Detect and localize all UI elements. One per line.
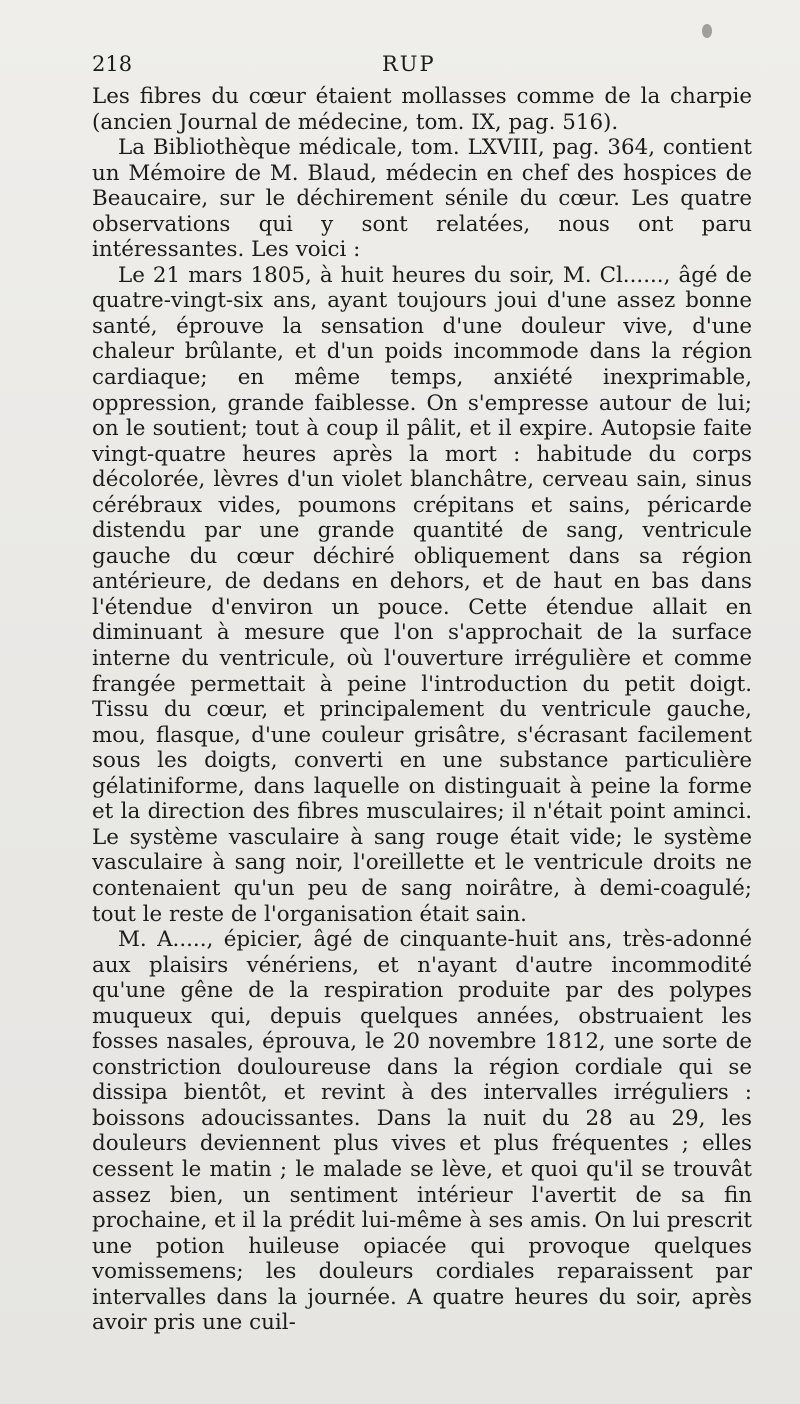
paragraph: Le 21 mars 1805, à huit heures du soir, M. Cl......, âgé de quatre-vingt-six ans, ayant toujours joui d'une assez bonne santé, éprouve la sensation d'une douleur vive, d'une chaleur brûlante, et d'un poids incommode dans la région cardiaque; en même temps, anxiété inexprimable, oppression, grande faiblesse. On s'empresse autour de lui; on le soutient; tout à coup il pâlit, et il expire. Autopsie faite vingt-quatre heures après la mort : habitude du corps décolorée, lèvres d'un violet blanchâtre, cerveau sain, sinus cérébraux vides, poumons crépitans et sains, péricarde distendu par une grande quantité de sang, ventricule gauche du cœur déchiré obliquement dans sa région antérieure, de dedans en dehors, et de haut en bas dans l'étendue d'environ un pouce. Cette étendue allait en diminuant à mesure que l'on s'approchait de la surface interne du ventricule, où l'ouverture irrégulière et comme frangée permettait à peine l'introduction du petit doigt. Tissu du cœur, et principalement du ventricule gauche, mou, flasque, d'une couleur grisâtre, s'écrasant facilement sous les doigts, converti en une substance particulière gélatiniforme, dans laquelle on distinguait à peine la forme et la direction des fibres musculaires; il n'était point aminci. Le système vasculaire à sang rouge était vide; le système vasculaire à sang noir, l'oreillette et le ventricule droits ne contenaient qu'un peu de sang noirâtre, à demi-coagulé; tout le reste de l'organisation était sain.	[92, 262, 752, 927]
page-number: 218	[92, 52, 133, 76]
body-text	[92, 84, 752, 1336]
running-head: RUP	[382, 52, 436, 76]
paragraph: La Bibliothèque médicale, tom. LXVIII, pag. 364, contient un Mémoire de M. Blaud, médecin en chef des hospices de Beaucaire, sur le déchirement sénile du cœur. Les quatre observations qui y sont relatées, nous ont paru intéressantes. Les voici :	[92, 135, 752, 263]
page-header	[92, 52, 752, 82]
paragraph: M. A....., épicier, âgé de cinquante-huit ans, très-adonné aux plaisirs vénériens, et n'ayant d'autre incommodité qu'une gêne de la respiration produite par des polypes muqueux qui, depuis quelques années, obstruaient les fosses nasales, éprouva, le 20 novembre 1812, une sorte de constriction douloureuse dans la région cordiale qui se dissipa bientôt, et revint à des intervalles irréguliers : boissons adoucissantes. Dans la nuit du 28 au 29, les douleurs deviennent plus vives et plus fréquentes ; elles cessent le matin ; le malade se lève, et quoi qu'il se trouvât assez bien, un sentiment intérieur l'avertit de sa fin prochaine, et il la prédit lui-même à ses amis. On lui prescrit une potion huileuse opiacée qui provoque quelques vomissemens; les douleurs cordiales reparaissent par intervalles dans la journée. A quatre heures du soir, après avoir pris une cuil-	[92, 927, 752, 1336]
paragraph: Les fibres du cœur étaient mollasses comme de la charpie (ancien Journal de médecine, tom. IX, pag. 516).	[92, 84, 752, 135]
ink-blot	[702, 24, 712, 38]
